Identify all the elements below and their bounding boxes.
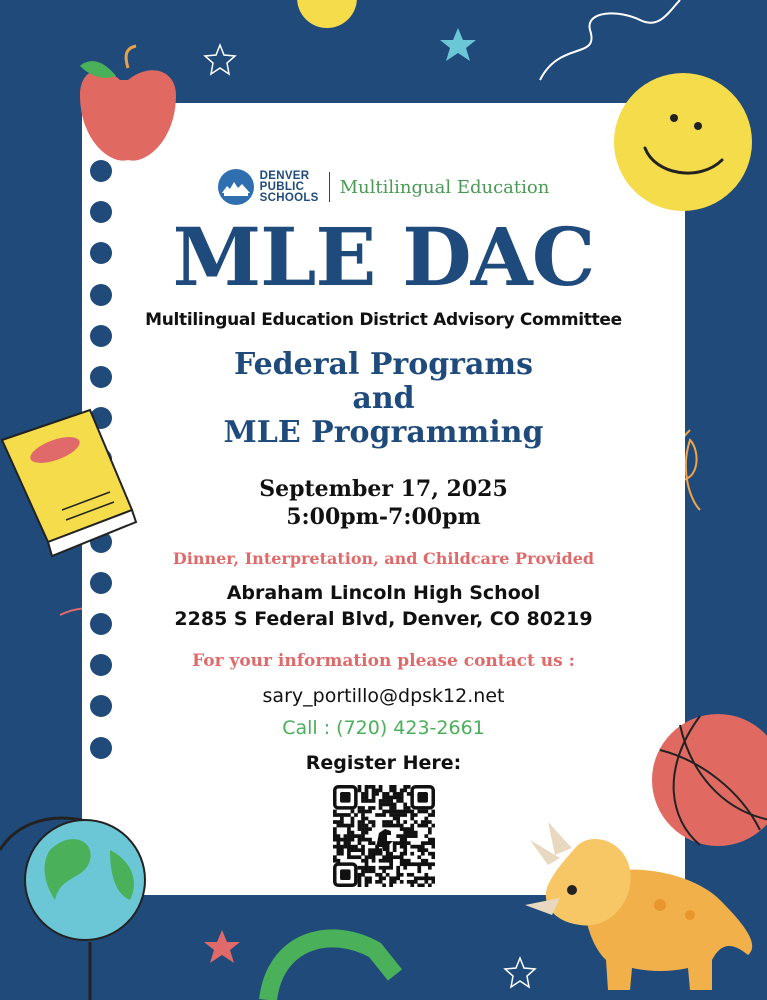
contact-heading: For your information please contact us : bbox=[192, 651, 575, 671]
amenities-note: Dinner, Interpretation, and Childcare Provided bbox=[172, 549, 595, 568]
logo-line: SCHOOLS bbox=[259, 191, 319, 204]
qr-finder-pattern bbox=[335, 787, 356, 808]
logo-line: PUBLIC bbox=[259, 180, 305, 193]
topic-line: Federal Programs bbox=[233, 347, 534, 382]
event-datetime bbox=[82, 475, 685, 531]
register-qr-code[interactable] bbox=[333, 785, 435, 887]
dps-logo-icon bbox=[218, 169, 254, 205]
topic-heading bbox=[82, 348, 685, 450]
event-date: September 17, 2025 bbox=[259, 476, 508, 502]
star-outline-icon bbox=[205, 45, 235, 74]
protractor-icon bbox=[268, 938, 395, 1000]
location-name: Abraham Lincoln High School bbox=[226, 582, 541, 604]
squiggle-decoration bbox=[540, 0, 680, 80]
flyer-content bbox=[82, 103, 685, 895]
department-name: Multilingual Education bbox=[339, 176, 550, 198]
committee-name: Multilingual Education District Advisory Committee bbox=[145, 310, 622, 330]
event-location bbox=[82, 580, 685, 632]
star-outline-icon bbox=[505, 958, 535, 987]
logo-divider bbox=[329, 172, 330, 202]
page-title: MLE DAC bbox=[172, 210, 595, 304]
dps-logo-text bbox=[260, 171, 319, 204]
yellow-circle-decoration bbox=[297, 0, 357, 28]
star-icon bbox=[440, 28, 476, 61]
qr-finder-pattern bbox=[412, 787, 433, 808]
topic-line: and bbox=[352, 381, 415, 416]
register-label: Register Here: bbox=[305, 752, 462, 774]
dino-icon bbox=[375, 829, 393, 851]
star-icon bbox=[204, 930, 240, 963]
contact-email-link[interactable]: sary_portillo@dpsk12.net bbox=[262, 685, 505, 707]
topic-line: MLE Programming bbox=[223, 415, 544, 450]
location-address: 2285 S Federal Blvd, Denver, CO 80219 bbox=[174, 608, 593, 630]
contact-phone-link[interactable]: Call : (720) 423-2661 bbox=[282, 717, 485, 739]
logo-line: DENVER bbox=[259, 169, 310, 182]
qr-finder-pattern bbox=[335, 864, 356, 885]
logo-row bbox=[82, 169, 685, 205]
event-time: 5:00pm-7:00pm bbox=[286, 504, 481, 530]
